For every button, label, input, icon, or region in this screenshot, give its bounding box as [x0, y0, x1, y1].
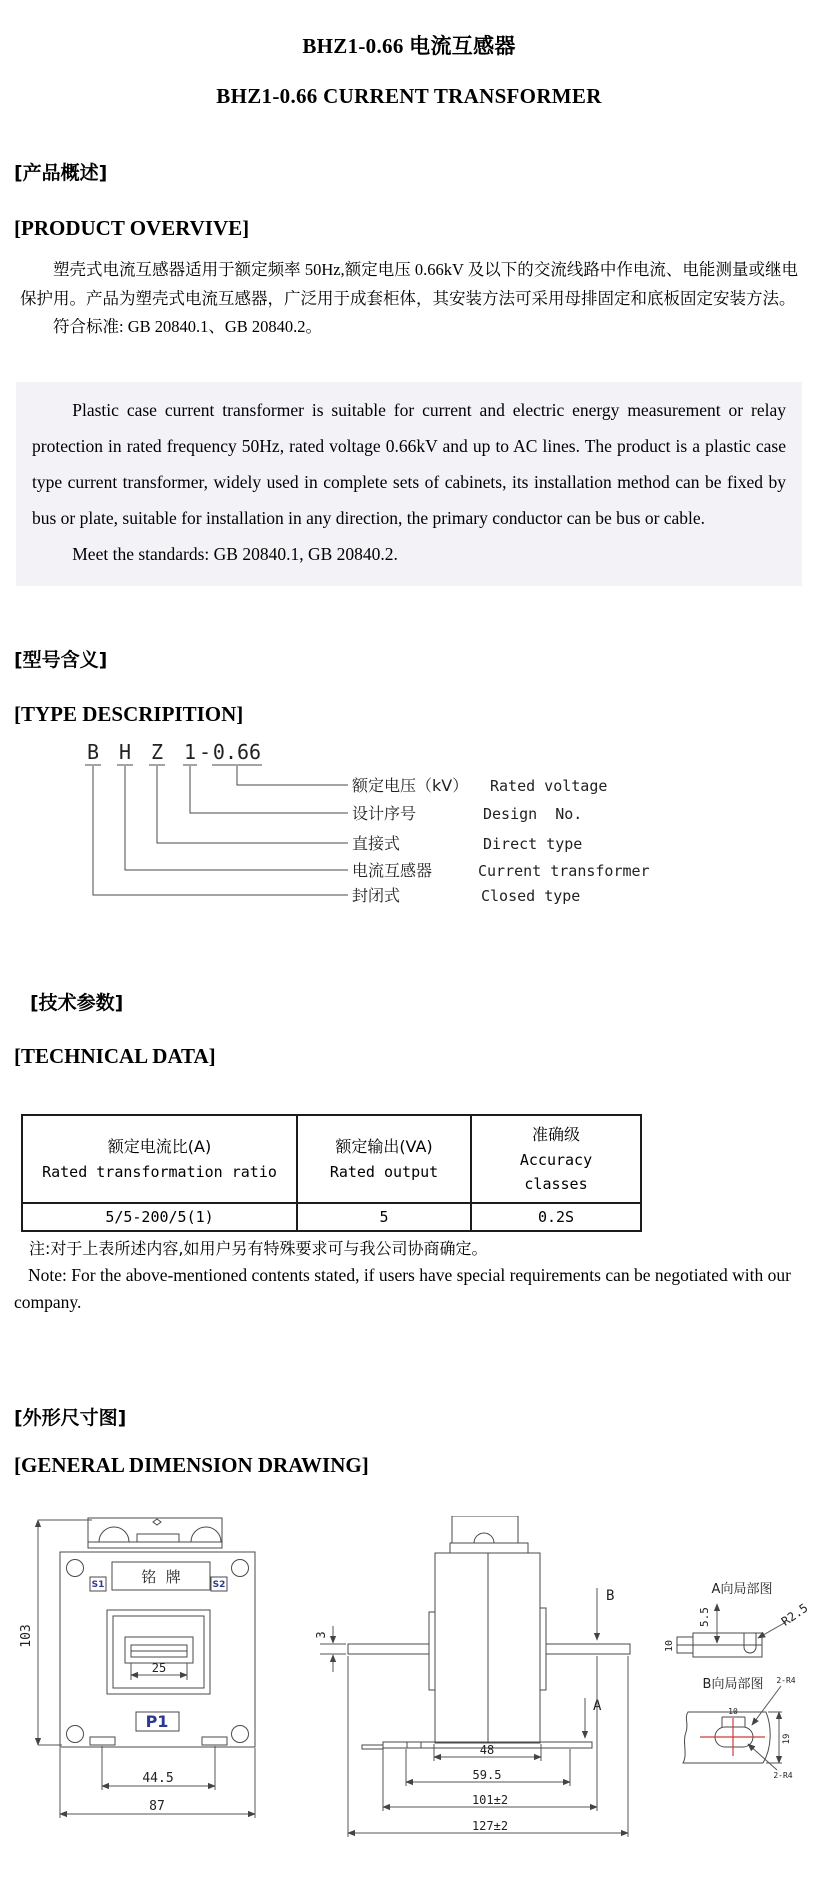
dim-width-text: 87 — [149, 1799, 165, 1814]
detail-a-radius: R2.5 — [778, 1600, 811, 1629]
side-cap — [450, 1516, 528, 1553]
label-b: B — [606, 1588, 615, 1604]
overview-paragraph-zh — [20, 256, 798, 342]
type-label-en-ct: Current transformer — [478, 862, 650, 880]
header-output-en: Rated output — [329, 1163, 439, 1181]
detail-a-drawing — [664, 1582, 811, 1657]
type-label-en-design: Design No. — [483, 805, 583, 823]
dimension-drawings — [0, 1516, 818, 1896]
header-output-zh: 额定输出(VA) — [335, 1137, 433, 1156]
heading-type-en: [TYPE DESCRIPITION] — [14, 702, 244, 726]
type-label-zh-ct: 电流互感器 — [352, 861, 433, 880]
front-window — [107, 1610, 210, 1694]
header-ratio-zh: 额定电流比(A) — [107, 1137, 212, 1156]
header-ratio — [22, 1115, 297, 1203]
front-terminal-block — [88, 1518, 222, 1548]
type-label-zh-direct: 直接式 — [352, 834, 401, 853]
terminal-s1-label: S1 — [91, 1580, 105, 1590]
type-code-connectors — [93, 766, 348, 895]
detail-b-leader-bottom: 2-R4 — [773, 1771, 793, 1780]
overview-en-text: Plastic case current transformer is suitable for current and electric energy measurement or relay protection in rated frequency 50Hz, rated voltage 0.66kV and up to AC lines. The product is a plastic case type current transformer, widely used in complete sets of cabinets, its installation method can be fixed by bus or plate, suitable for installation in any direction, the primary conductor can be bus or cable. — [32, 400, 786, 528]
overview-paragraph-en — [16, 382, 802, 586]
header-ratio-en: Rated transformation ratio — [42, 1163, 277, 1181]
header-accuracy-en: Accuracy classes — [519, 1151, 593, 1193]
heading-overview-zh: [产品概述] — [14, 162, 108, 184]
detail-a-dim-h: 10 — [664, 1639, 675, 1653]
dim-window-text: 25 — [151, 1661, 167, 1675]
type-label-en-direct: Direct type — [483, 835, 583, 853]
type-label-zh-voltage: 额定电压（kV） — [352, 776, 469, 795]
detail-b-drawing — [683, 1676, 796, 1780]
nameplate-label: 铭 牌 — [141, 1568, 181, 1586]
heading-technical-en: [TECHNICAL DATA] — [14, 1044, 216, 1068]
type-label-en-voltage: Rated voltage — [490, 777, 608, 795]
dim-bar-text: 101±2 — [471, 1793, 509, 1807]
cell-ratio: 5/5-200/5(1) — [22, 1203, 297, 1231]
p1-label: P1 — [145, 1712, 169, 1731]
dim-bar-101 — [383, 1656, 597, 1811]
heading-technical-zh: [技术参数] — [30, 992, 124, 1014]
page-title-zh: BHZ1-0.66 电流互感器 — [302, 34, 516, 58]
side-view-drawing — [314, 1516, 630, 1837]
header-accuracy — [471, 1115, 641, 1203]
table-note-en: Note: For the above-mentioned contents stated, if users have special requirements can be negotiated with our company. — [14, 1265, 791, 1312]
overview-en-standards: Meet the standards: GB 20840.1, GB 20840.2. — [72, 544, 398, 564]
technical-data-table — [21, 1114, 642, 1232]
front-view-drawing — [19, 1518, 255, 1818]
table-header-row — [22, 1115, 641, 1203]
detail-b-title: B向局部图 — [702, 1677, 764, 1692]
dim-holes-text: 44.5 — [142, 1771, 174, 1786]
code-letter-b: B — [86, 740, 100, 764]
detail-b-leader-top: 2-R4 — [776, 1676, 796, 1685]
dim-height-103 — [38, 1520, 92, 1745]
type-label-zh-closed: 封闭式 — [352, 886, 401, 905]
detail-b-dim-side: 19 — [782, 1733, 792, 1745]
table-data-row — [22, 1203, 641, 1231]
code-letter-z: Z — [150, 740, 164, 764]
type-code-labels — [352, 776, 650, 905]
heading-overview-en: [PRODUCT OVERVIVE] — [14, 216, 250, 240]
detail-b-dim-top: 10 — [728, 1707, 738, 1716]
header-accuracy-zh: 准确级 — [531, 1125, 580, 1144]
header-output — [297, 1115, 471, 1203]
detail-a-dim-v: 5.5 — [698, 1607, 711, 1627]
dim-plate-text: 59.5 — [472, 1768, 502, 1782]
code-letter-h: H — [118, 740, 132, 764]
heading-type-zh: [型号含义] — [14, 649, 108, 671]
overview-zh-text: 塑壳式电流互感器适用于额定频率 50Hz,额定电压 0.66kV 及以下的交流线路中作电流、电能测量或继电保护用。产品为塑壳式电流互感器，广泛用于成套柜体，其安装方法可采用母排固定和底板固定安装方法。 — [20, 260, 798, 308]
dim-thickness-text: 3 — [314, 1631, 328, 1639]
detail-b-leader-bottom-line — [748, 1744, 777, 1770]
type-code-letters — [87, 740, 261, 764]
dim-body-text: 48 — [479, 1743, 495, 1757]
heading-dimension-zh: [外形尺寸图] — [14, 1407, 127, 1429]
code-voltage: 0.66 — [212, 740, 262, 764]
side-bus-bar — [348, 1644, 630, 1654]
table-note-zh: 注:对于上表所述内容,如用户另有特殊要求可与我公司协商确定。 — [29, 1239, 488, 1258]
code-digit-1: 1 — [183, 740, 197, 764]
dim-height-text: 103 — [19, 1624, 34, 1648]
detail-b-slot — [715, 1717, 753, 1747]
dim-total-text: 127±2 — [471, 1819, 509, 1833]
heading-dimension-en: [GENERAL DIMENSION DRAWING] — [14, 1453, 369, 1477]
detail-a-title: A向局部图 — [711, 1582, 773, 1597]
label-a: A — [593, 1698, 602, 1714]
code-dash: - — [198, 740, 212, 764]
type-label-zh-design: 设计序号 — [352, 804, 417, 823]
front-bottom-slots — [90, 1737, 227, 1745]
terminal-s2-label: S2 — [212, 1580, 226, 1590]
page-title-en: BHZ1-0.66 CURRENT TRANSFORMER — [216, 84, 602, 108]
type-code-diagram — [0, 733, 818, 918]
overview-zh-standards: 符合标准: GB 20840.1、GB 20840.2。 — [53, 317, 323, 336]
cell-output: 5 — [297, 1203, 471, 1231]
detail-a-shape — [677, 1633, 762, 1657]
detail-a-radius-leader — [758, 1622, 786, 1638]
type-label-en-closed: Closed type — [481, 887, 581, 905]
cell-accuracy: 0.2S — [471, 1203, 641, 1231]
